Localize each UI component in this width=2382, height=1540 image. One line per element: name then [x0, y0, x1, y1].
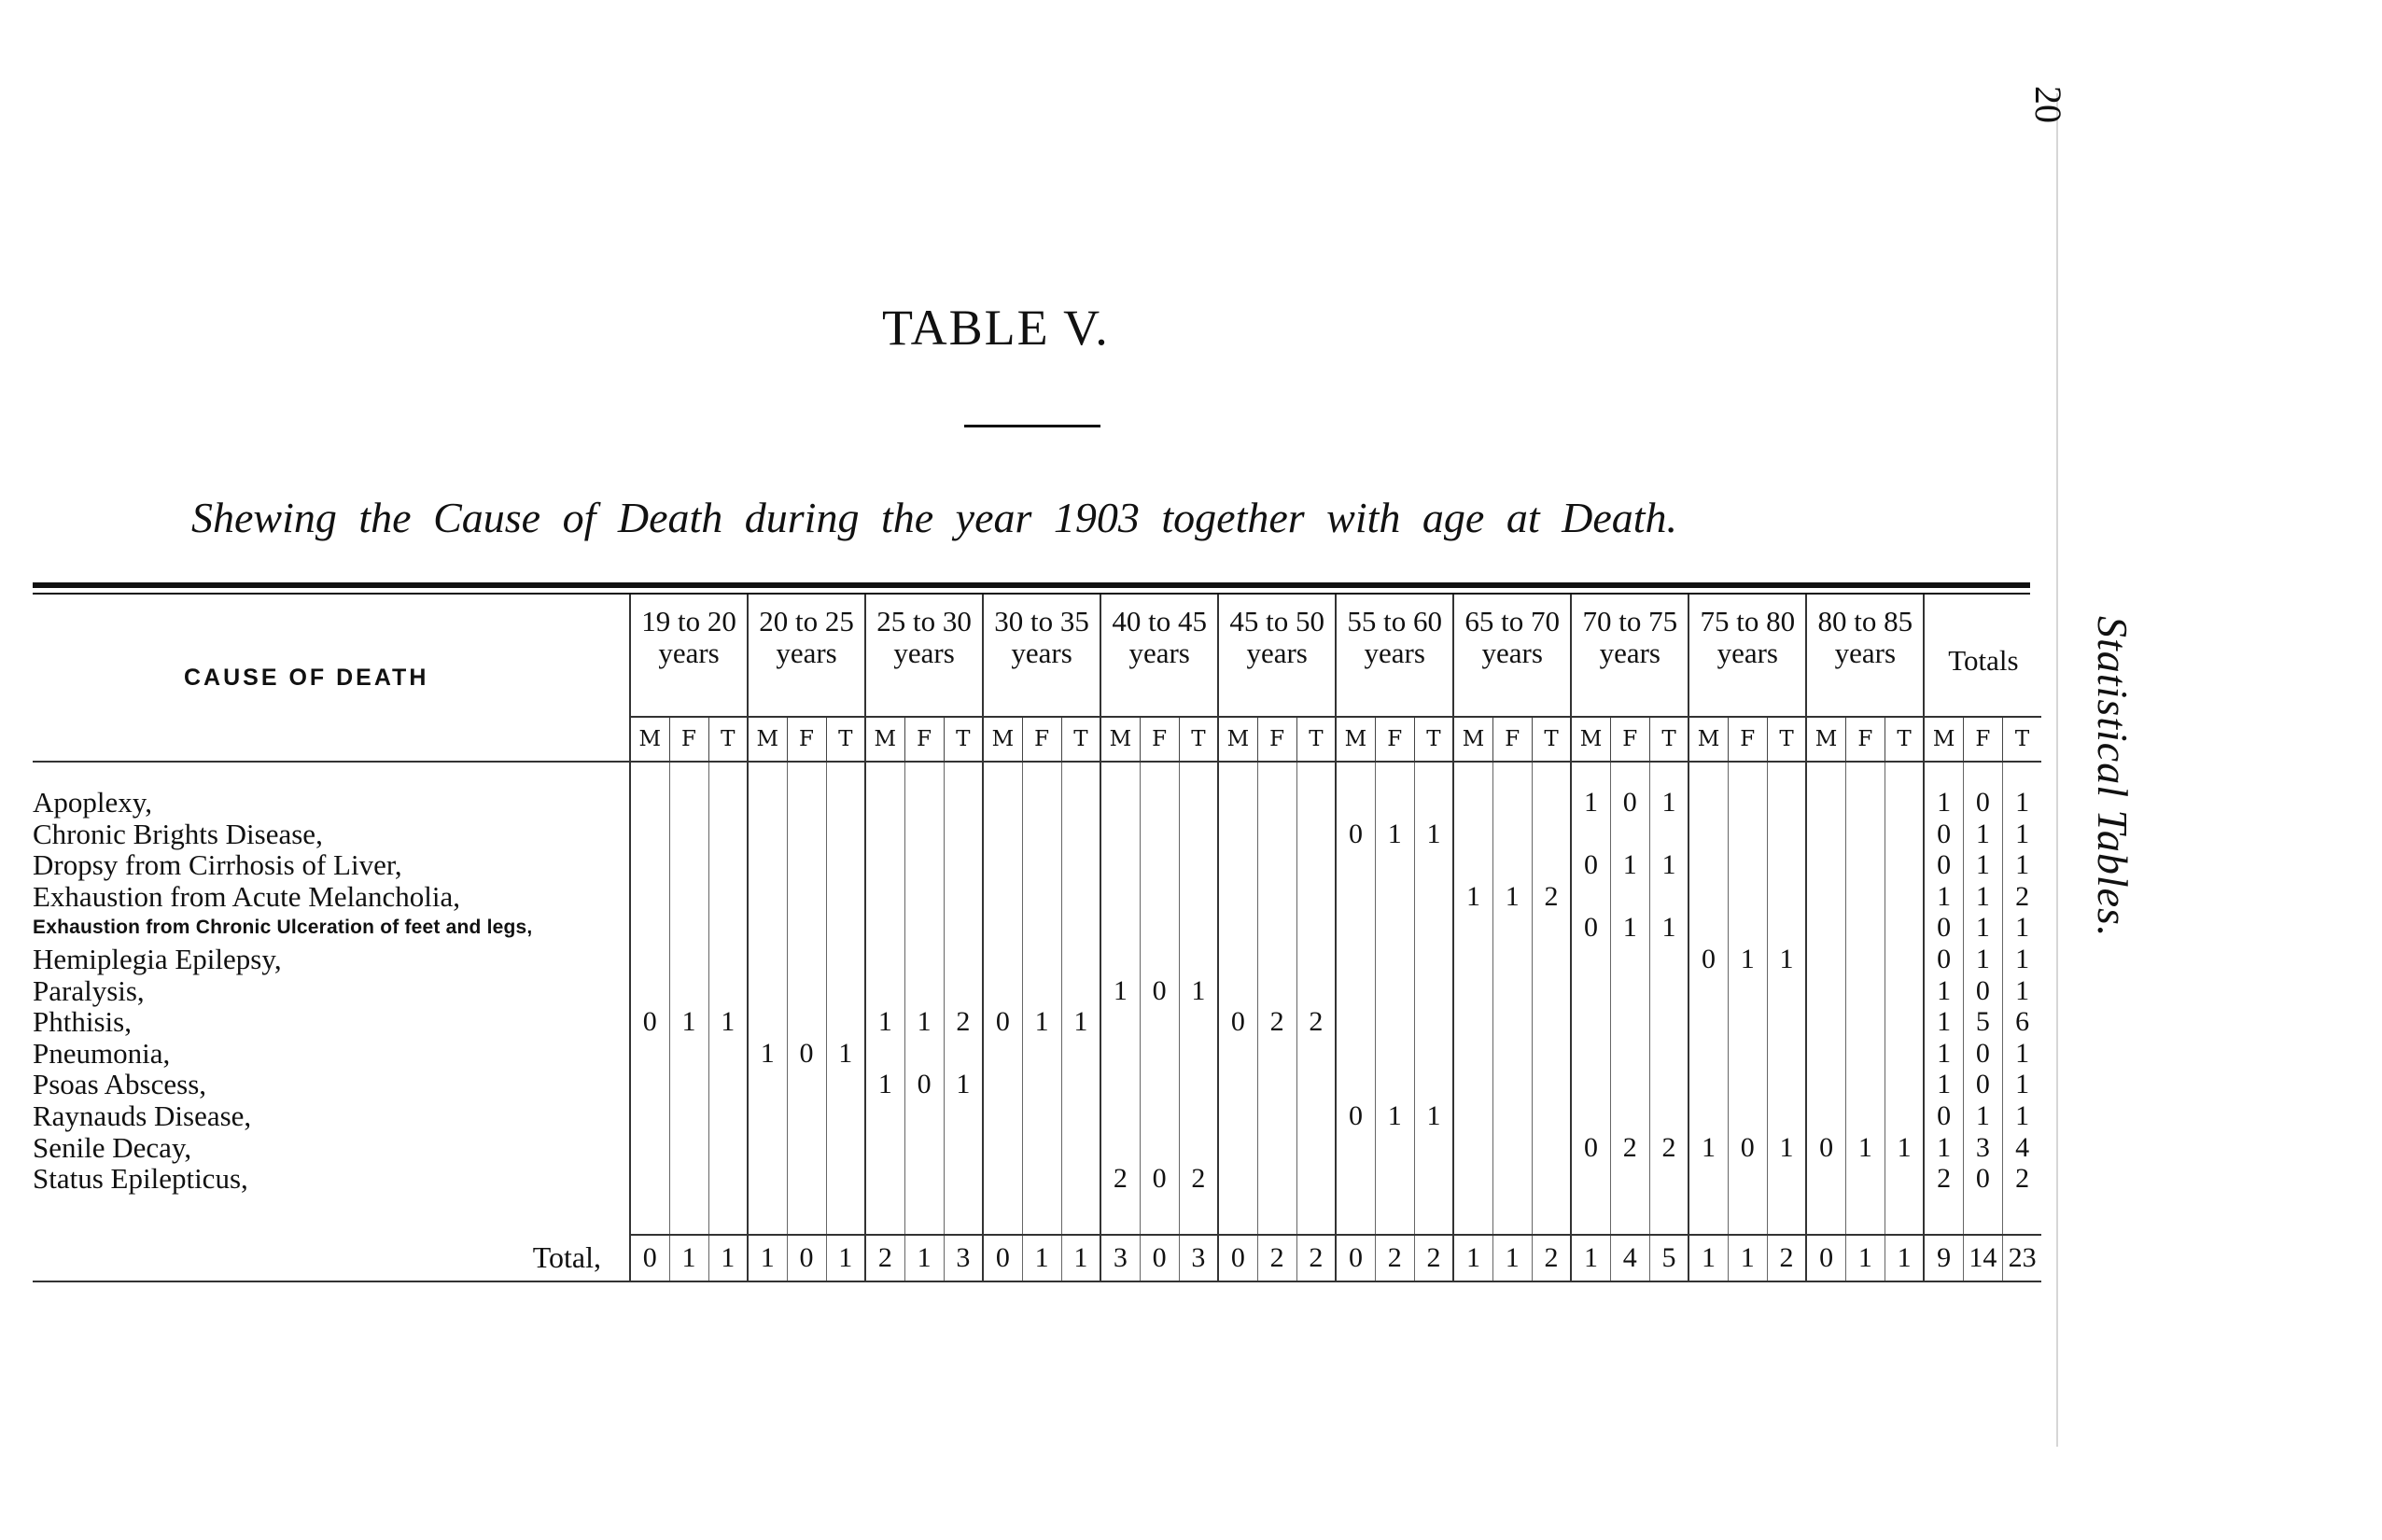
age-group-range: Totals — [1948, 644, 2019, 677]
age-group-unit: years — [776, 637, 837, 669]
cell-value: 1 — [1937, 787, 1952, 818]
sex-column-header: T — [1296, 717, 1336, 762]
age-group-header — [983, 595, 1100, 717]
data-column — [1022, 762, 1061, 1235]
cell-value: 0 — [917, 1069, 932, 1100]
total-value: 1 — [1885, 1235, 1924, 1281]
sex-column-header: F — [1963, 717, 2002, 762]
cell-value: 1 — [2015, 944, 2030, 974]
cell-value: 1 — [1975, 818, 1990, 849]
cause-name: Hemiplegia Epilepsy, — [33, 942, 282, 975]
age-group-header — [1336, 595, 1453, 717]
data-column — [1061, 762, 1100, 1235]
total-value: 1 — [1492, 1235, 1532, 1281]
data-column — [2002, 762, 2041, 1235]
data-column — [1257, 762, 1296, 1235]
cause-of-death-table — [33, 595, 2041, 1282]
total-label: Total, — [33, 1235, 630, 1281]
total-value: 1 — [1728, 1235, 1767, 1281]
cell-value: 1 — [721, 1006, 736, 1038]
cell-value: 2 — [1269, 1006, 1284, 1038]
cause-name: Dropsy from Cirrhosis of Liver, — [33, 848, 402, 882]
total-value: 4 — [1610, 1235, 1649, 1281]
sex-column-header: T — [2002, 717, 2041, 762]
cell-value: 1 — [2015, 818, 2030, 849]
cell-value: 1 — [2015, 787, 2030, 818]
data-column — [1767, 762, 1806, 1235]
age-group-unit: years — [1716, 637, 1778, 669]
age-group-range: 40 to 45 — [1112, 605, 1207, 637]
cell-value: 1 — [1426, 818, 1441, 849]
total-value: 3 — [1100, 1235, 1140, 1281]
cell-value: 1 — [1740, 944, 1755, 974]
sex-column-header: M — [630, 717, 669, 762]
age-group-header — [1218, 595, 1336, 717]
total-value: 2 — [1414, 1235, 1453, 1281]
table-body-row — [33, 762, 2041, 1235]
age-group-range: 19 to 20 — [641, 605, 736, 637]
age-group-range: 20 to 25 — [759, 605, 854, 637]
cell-value: 6 — [2015, 1006, 2030, 1038]
data-column — [826, 762, 865, 1235]
cell-value: 2 — [2015, 1163, 2030, 1195]
sex-column-header: T — [1649, 717, 1688, 762]
total-value: 1 — [1845, 1235, 1885, 1281]
cause-name: Phthisis, — [33, 1005, 132, 1039]
cell-value: 2 — [1309, 1006, 1324, 1038]
cell-value: 1 — [1937, 880, 1952, 912]
cause-name: Pneumonia, — [33, 1036, 171, 1070]
data-column — [1571, 762, 1610, 1235]
sex-column-header: M — [1218, 717, 1257, 762]
cause-name: Paralysis, — [33, 973, 145, 1007]
running-title: Statistical Tables. — [2089, 616, 2137, 938]
total-value: 2 — [1375, 1235, 1414, 1281]
data-column — [708, 762, 748, 1235]
total-value: 2 — [1257, 1235, 1296, 1281]
cell-value: 2 — [1937, 1163, 1952, 1195]
sex-column-header: T — [1767, 717, 1806, 762]
cell-value: 1 — [1779, 944, 1794, 974]
cell-value: 0 — [1348, 1100, 1363, 1131]
total-value: 5 — [1649, 1235, 1688, 1281]
age-group-unit: years — [1364, 637, 1425, 669]
total-value: 0 — [1140, 1235, 1179, 1281]
title-divider — [964, 425, 1100, 427]
age-group-header — [865, 595, 983, 717]
cell-value: 1 — [1857, 1131, 1872, 1163]
cell-value: 0 — [1152, 1163, 1167, 1195]
cell-value: 1 — [1661, 787, 1676, 818]
cell-value: 1 — [1387, 818, 1402, 849]
cell-value: 1 — [877, 1069, 892, 1100]
cell-value: 2 — [2015, 880, 2030, 912]
age-group-header — [1688, 595, 1806, 717]
data-column — [1924, 762, 1963, 1235]
total-value: 0 — [1218, 1235, 1257, 1281]
cell-value: 0 — [1819, 1131, 1834, 1163]
sex-column-header: F — [904, 717, 944, 762]
cell-value: 1 — [1584, 787, 1598, 818]
cell-value: 5 — [1975, 1006, 1990, 1038]
cell-value: 0 — [1348, 818, 1363, 849]
table-total-row — [33, 1235, 2041, 1281]
age-group-header — [1806, 595, 1924, 717]
cell-value: 0 — [1584, 912, 1598, 944]
sex-column-header: T — [944, 717, 983, 762]
age-group-unit: years — [1246, 637, 1308, 669]
cell-value: 0 — [1230, 1006, 1245, 1038]
data-column — [1453, 762, 1492, 1235]
cell-value: 1 — [1975, 849, 1990, 881]
sex-column-header: F — [1140, 717, 1179, 762]
cause-list — [33, 762, 630, 1235]
cell-value: 0 — [799, 1037, 814, 1069]
total-value: 0 — [983, 1235, 1022, 1281]
age-group-header — [630, 595, 748, 717]
cell-value: 1 — [1937, 1006, 1952, 1038]
cell-value: 1 — [838, 1037, 853, 1069]
age-group-range: 30 to 35 — [994, 605, 1089, 637]
sex-column-header: M — [748, 717, 787, 762]
total-value: 1 — [1688, 1235, 1728, 1281]
data-column — [630, 762, 669, 1235]
cell-value: 1 — [1975, 944, 1990, 974]
age-group-unit: years — [1834, 637, 1897, 669]
data-column — [1532, 762, 1571, 1235]
sex-column-header: F — [1022, 717, 1061, 762]
sex-column-header: M — [1806, 717, 1845, 762]
sex-column-header: M — [1336, 717, 1375, 762]
data-column — [944, 762, 983, 1235]
total-value: 3 — [944, 1235, 983, 1281]
total-value: 14 — [1963, 1235, 2002, 1281]
data-column — [1688, 762, 1728, 1235]
cell-value: 0 — [1937, 944, 1952, 974]
cell-value: 1 — [1622, 912, 1637, 944]
cell-value: 1 — [1702, 1131, 1716, 1163]
cell-value: 0 — [1622, 787, 1637, 818]
cell-value: 0 — [1975, 1163, 1990, 1195]
sex-column-header: T — [1061, 717, 1100, 762]
age-group-range: 45 to 50 — [1229, 605, 1324, 637]
age-group-range: 65 to 70 — [1464, 605, 1561, 637]
cell-value: 1 — [2015, 974, 2030, 1006]
cell-value: 1 — [1191, 974, 1206, 1006]
total-value: 0 — [787, 1235, 826, 1281]
sex-column-header: M — [983, 717, 1022, 762]
age-group-range: 70 to 75 — [1582, 605, 1678, 637]
cell-value: 1 — [2015, 1100, 2030, 1131]
cell-value: 2 — [1661, 1131, 1676, 1163]
sex-column-header: M — [1100, 717, 1140, 762]
data-column — [904, 762, 944, 1235]
cell-value: 0 — [1152, 974, 1167, 1006]
sex-column-header: M — [1571, 717, 1610, 762]
cell-value: 1 — [1975, 880, 1990, 912]
sex-column-header: F — [787, 717, 826, 762]
cell-value: 1 — [1505, 880, 1520, 912]
sex-column-header: T — [1414, 717, 1453, 762]
cell-value: 0 — [995, 1006, 1010, 1038]
cell-value: 1 — [1975, 1100, 1990, 1131]
data-column — [1100, 762, 1140, 1235]
sex-column-header: T — [1532, 717, 1571, 762]
cell-value: 0 — [1975, 1037, 1990, 1069]
data-column — [1414, 762, 1453, 1235]
data-column — [748, 762, 787, 1235]
total-value: 1 — [669, 1235, 708, 1281]
data-column — [669, 762, 708, 1235]
margin-rule — [2056, 93, 2058, 1447]
cell-value: 1 — [1387, 1100, 1402, 1131]
cell-value: 4 — [2015, 1131, 2030, 1163]
total-value: 0 — [1806, 1235, 1845, 1281]
data-column — [865, 762, 904, 1235]
cause-name: Senile Decay, — [33, 1130, 192, 1164]
cause-column-header: CAUSE OF DEATH — [184, 664, 429, 691]
data-column — [1492, 762, 1532, 1235]
cell-value: 1 — [1897, 1131, 1912, 1163]
cell-value: 1 — [760, 1037, 775, 1069]
total-value: 1 — [1453, 1235, 1492, 1281]
age-group-range: 55 to 60 — [1347, 605, 1443, 637]
page-number: 20 — [2027, 86, 2069, 123]
cell-value: 0 — [1584, 849, 1598, 881]
total-value: 0 — [1336, 1235, 1375, 1281]
data-column — [1885, 762, 1924, 1235]
data-column — [1806, 762, 1845, 1235]
cell-value: 1 — [1937, 1131, 1952, 1163]
sex-column-header: F — [1492, 717, 1532, 762]
cell-value: 1 — [956, 1069, 971, 1100]
data-column — [1179, 762, 1218, 1235]
cell-value: 1 — [1661, 849, 1676, 881]
sex-column-header: M — [1453, 717, 1492, 762]
total-value: 2 — [1296, 1235, 1336, 1281]
total-value: 23 — [2002, 1235, 2041, 1281]
cell-value: 1 — [1113, 974, 1128, 1006]
data-column — [1218, 762, 1257, 1235]
cell-value: 1 — [1937, 974, 1952, 1006]
cell-value: 1 — [1975, 912, 1990, 944]
cell-value: 1 — [2015, 1069, 2030, 1100]
cell-value: 1 — [1937, 1037, 1952, 1069]
age-group-header — [1571, 595, 1688, 717]
cell-value: 1 — [1465, 880, 1480, 912]
age-group-header — [1100, 595, 1218, 717]
cause-name: Exhaustion from Chronic Ulceration of feet and legs, — [33, 917, 533, 939]
table-subtitle: Shewing the Cause of Death during the year 1903 together with age at Death. — [191, 494, 1678, 541]
cell-value: 1 — [1426, 1100, 1441, 1131]
total-value: 1 — [708, 1235, 748, 1281]
age-group-unit: years — [1481, 637, 1543, 669]
cell-value: 0 — [1584, 1131, 1598, 1163]
age-group-unit: years — [658, 637, 720, 669]
cell-value: 1 — [1073, 1006, 1088, 1038]
cell-value: 1 — [2015, 1037, 2030, 1069]
table-top-rule-thick — [33, 582, 2030, 588]
cell-value: 0 — [1937, 849, 1952, 881]
cell-value: 2 — [1113, 1163, 1128, 1195]
age-header-row — [33, 595, 2041, 717]
total-value: 2 — [1767, 1235, 1806, 1281]
age-group-unit: years — [893, 637, 955, 669]
cell-value: 2 — [1622, 1131, 1637, 1163]
data-column — [1649, 762, 1688, 1235]
age-group-range: 25 to 30 — [876, 605, 972, 637]
cell-value: 1 — [1034, 1006, 1049, 1038]
sex-column-header: F — [1257, 717, 1296, 762]
total-value: 1 — [1571, 1235, 1610, 1281]
sex-column-header: F — [1728, 717, 1767, 762]
cell-value: 1 — [1661, 912, 1676, 944]
data-column — [1728, 762, 1767, 1235]
sex-column-header: M — [1924, 717, 1963, 762]
total-value: 2 — [1532, 1235, 1571, 1281]
sex-column-header: T — [1179, 717, 1218, 762]
cause-name: Apoplexy, — [33, 786, 152, 819]
sex-column-header: T — [1885, 717, 1924, 762]
cell-value: 0 — [1937, 818, 1952, 849]
data-column — [1375, 762, 1414, 1235]
data-column — [1963, 762, 2002, 1235]
sex-column-header: F — [669, 717, 708, 762]
cell-value: 1 — [681, 1006, 696, 1038]
cell-value: 0 — [1740, 1131, 1755, 1163]
cell-value: 0 — [1975, 787, 1990, 818]
cell-value: 2 — [1544, 880, 1559, 912]
cell-value: 0 — [1937, 912, 1952, 944]
cell-value: 1 — [1622, 849, 1637, 881]
cell-value: 0 — [1937, 1100, 1952, 1131]
age-group-unit: years — [1599, 637, 1660, 669]
data-column — [1610, 762, 1649, 1235]
total-value: 9 — [1924, 1235, 1963, 1281]
sex-column-header: M — [865, 717, 904, 762]
data-column — [787, 762, 826, 1235]
cell-value: 1 — [917, 1006, 932, 1038]
sex-column-header: M — [1688, 717, 1728, 762]
data-column — [983, 762, 1022, 1235]
cell-value: 1 — [2015, 912, 2030, 944]
total-value: 1 — [904, 1235, 944, 1281]
cause-of-death-table-wrap — [33, 582, 2037, 1282]
data-column — [1140, 762, 1179, 1235]
total-value: 1 — [1022, 1235, 1061, 1281]
cause-name: Exhaustion from Acute Melancholia, — [33, 879, 460, 913]
cell-value: 2 — [956, 1006, 971, 1038]
total-value: 2 — [865, 1235, 904, 1281]
cell-value: 1 — [877, 1006, 892, 1038]
data-column — [1296, 762, 1336, 1235]
total-value: 3 — [1179, 1235, 1218, 1281]
total-value: 1 — [826, 1235, 865, 1281]
age-group-unit: years — [1011, 637, 1072, 669]
sex-column-header: F — [1610, 717, 1649, 762]
age-group-unit: years — [1128, 637, 1190, 669]
age-group-header — [748, 595, 865, 717]
age-group-range: 80 to 85 — [1817, 605, 1913, 637]
sex-column-header: T — [826, 717, 865, 762]
cell-value: 0 — [1975, 1069, 1990, 1100]
data-column — [1336, 762, 1375, 1235]
cause-name: Status Epilepticus, — [33, 1162, 248, 1196]
cause-name: Raynauds Disease, — [33, 1099, 252, 1132]
total-value: 1 — [748, 1235, 787, 1281]
cell-value: 1 — [1779, 1131, 1794, 1163]
cell-value: 3 — [1975, 1131, 1990, 1163]
age-group-range: 75 to 80 — [1700, 605, 1796, 637]
cell-value: 1 — [1937, 1069, 1952, 1100]
age-group-header — [1924, 595, 2041, 717]
sex-column-header: F — [1845, 717, 1885, 762]
cause-name: Psoas Abscess, — [33, 1068, 207, 1101]
sex-column-header: T — [708, 717, 748, 762]
cell-value: 0 — [1975, 974, 1990, 1006]
age-group-header — [1453, 595, 1571, 717]
cell-value: 0 — [1702, 944, 1716, 974]
cell-value: 0 — [642, 1006, 657, 1038]
table-title: TABLE V. — [882, 300, 1110, 356]
cause-name: Chronic Brights Disease, — [33, 817, 323, 850]
cell-value: 1 — [2015, 849, 2030, 881]
total-value: 1 — [1061, 1235, 1100, 1281]
cell-value: 2 — [1191, 1163, 1206, 1195]
data-column — [1845, 762, 1885, 1235]
total-value: 0 — [630, 1235, 669, 1281]
sex-column-header: F — [1375, 717, 1414, 762]
